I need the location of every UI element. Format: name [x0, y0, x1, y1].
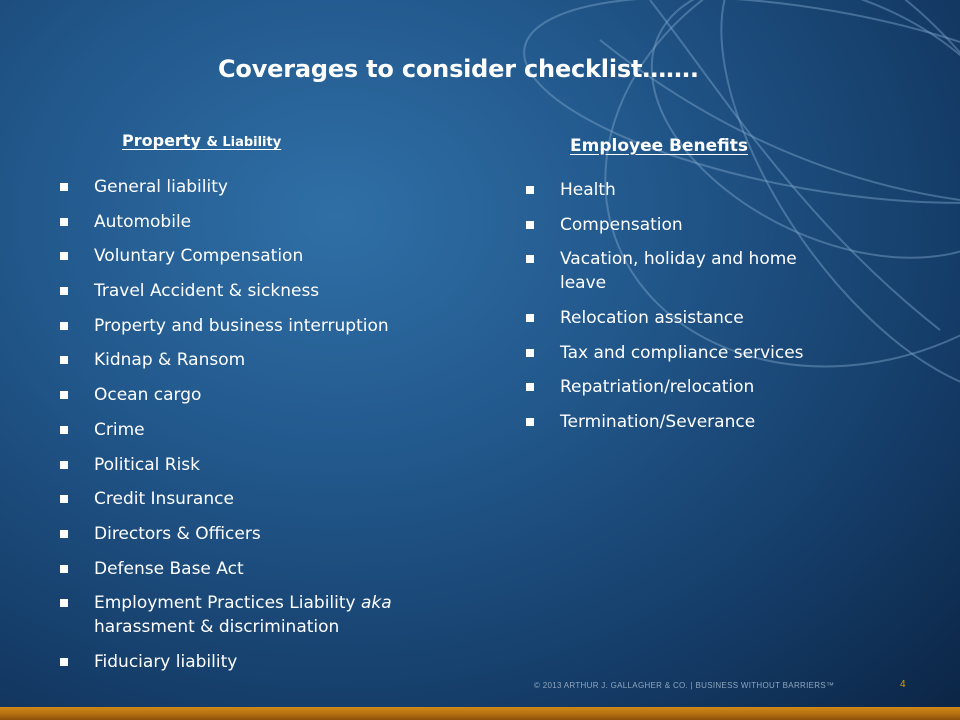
- list-item: Termination/Severance: [526, 410, 836, 434]
- list-item-epl: Employment Practices Liability aka harassment & discrimination: [60, 591, 480, 639]
- list-item: Travel Accident & sickness: [60, 279, 480, 303]
- square-bullet-icon: [60, 530, 68, 538]
- square-bullet-icon: [60, 426, 68, 434]
- list-item: Political Risk: [60, 453, 480, 477]
- square-bullet-icon: [526, 221, 534, 229]
- square-bullet-icon: [60, 495, 68, 503]
- square-bullet-icon: [60, 599, 68, 607]
- accent-bar: [0, 707, 960, 720]
- list-item: Credit Insurance: [60, 487, 480, 511]
- square-bullet-icon: [526, 186, 534, 194]
- employee-benefits-heading: Employee Benefits: [570, 136, 749, 156]
- square-bullet-icon: [60, 391, 68, 399]
- square-bullet-icon: [526, 314, 534, 322]
- slide-title: Coverages to consider checklist…….: [218, 55, 699, 83]
- list-item: Compensation: [526, 213, 836, 237]
- square-bullet-icon: [526, 418, 534, 426]
- employee-benefits-list: [526, 178, 836, 445]
- list-item: Defense Base Act: [60, 557, 480, 581]
- square-bullet-icon: [60, 461, 68, 469]
- heading-liability: & Liability: [206, 135, 282, 150]
- heading-property: Property: [122, 131, 201, 150]
- square-bullet-icon: [60, 658, 68, 666]
- property-liability-list: [60, 175, 480, 685]
- list-item: Vacation, holiday and home leave: [526, 247, 836, 295]
- aka-text: aka: [361, 593, 392, 614]
- list-item: Fiduciary liability: [60, 650, 480, 674]
- list-item: Tax and compliance services: [526, 341, 836, 365]
- list-item: General liability: [60, 175, 480, 199]
- square-bullet-icon: [526, 255, 534, 263]
- square-bullet-icon: [526, 383, 534, 391]
- list-item: Automobile: [60, 210, 480, 234]
- footer-copyright: © 2013 ARTHUR J. GALLAGHER & CO. | BUSINESS WITHOUT BARRIERS™: [534, 681, 835, 690]
- list-item: Voluntary Compensation: [60, 244, 480, 268]
- list-item: Crime: [60, 418, 480, 442]
- list-item: Ocean cargo: [60, 383, 480, 407]
- square-bullet-icon: [60, 322, 68, 330]
- page-number: 4: [900, 679, 906, 690]
- square-bullet-icon: [60, 218, 68, 226]
- square-bullet-icon: [60, 252, 68, 260]
- list-item: Relocation assistance: [526, 306, 836, 330]
- square-bullet-icon: [60, 287, 68, 295]
- list-item: Health: [526, 178, 836, 202]
- square-bullet-icon: [60, 565, 68, 573]
- list-item: Directors & Officers: [60, 522, 480, 546]
- list-item: Repatriation/relocation: [526, 375, 836, 399]
- list-item: Property and business interruption: [60, 314, 480, 338]
- square-bullet-icon: [60, 356, 68, 364]
- square-bullet-icon: [60, 183, 68, 191]
- square-bullet-icon: [526, 349, 534, 357]
- list-item: Kidnap & Ransom: [60, 348, 480, 372]
- property-liability-heading: [122, 131, 281, 150]
